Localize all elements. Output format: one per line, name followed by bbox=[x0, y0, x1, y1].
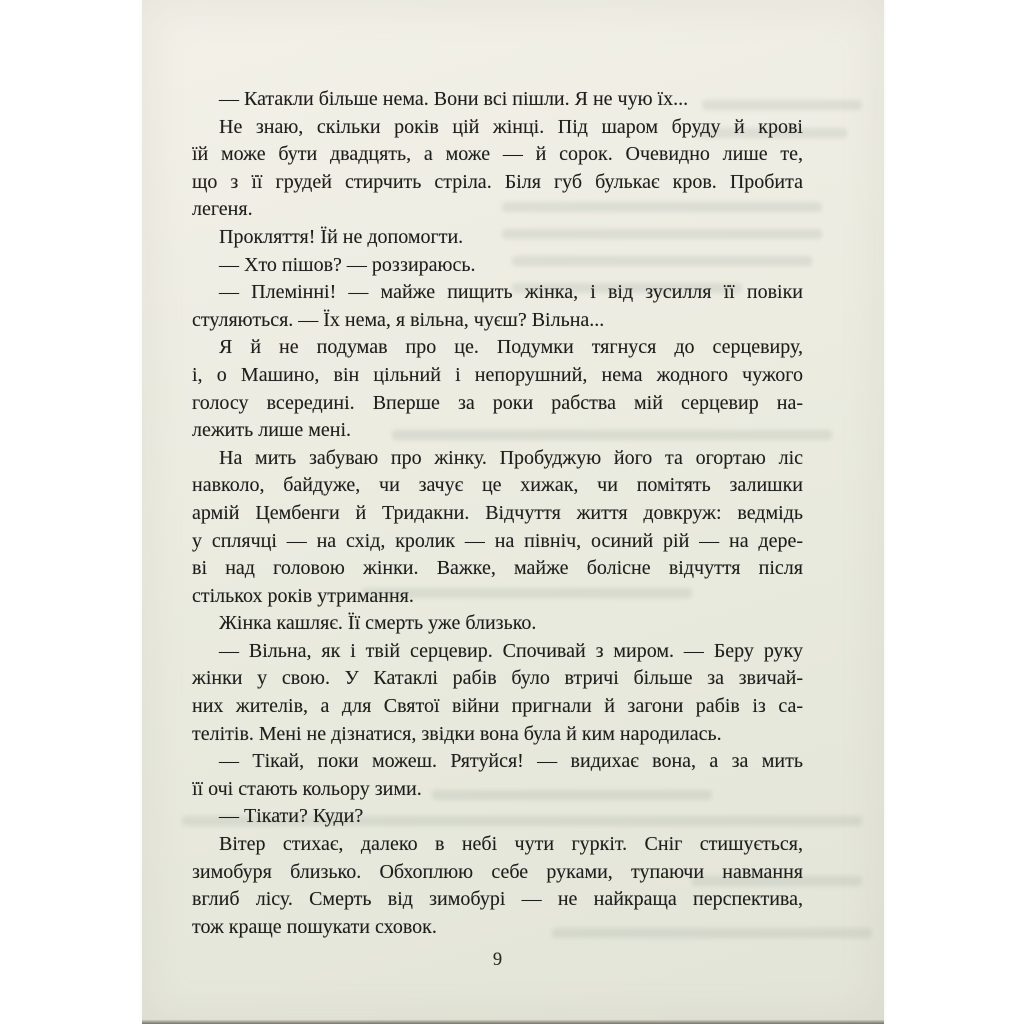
text-line: їй може бути двадцять, а може — й сорок. Очевидно лише те, bbox=[192, 143, 803, 166]
text-line: Не знаю, скільки років цій жінці. Під шаром бруду й крові bbox=[219, 115, 803, 138]
text-line: вглиб лісу. Смерть від зимобурі — не найкраща перспектива, bbox=[192, 888, 803, 911]
text-line: — Катакли більше нема. Вони всі пішли. Я не чую їх... bbox=[219, 88, 689, 110]
text-line: них жителів, а для Святої війни пригнали й загони рабів із са- bbox=[192, 695, 803, 718]
text-line: — Тікати? Куди? bbox=[219, 805, 364, 828]
text-line: ві над головою жінки. Важке, майже болісне відчуття після bbox=[192, 557, 803, 580]
text-line: у сплячці — на схід, кролик — на північ, осиний рій — на дере- bbox=[192, 529, 803, 552]
page-number: 9 bbox=[492, 950, 503, 970]
text-line: — Племінні! — майже пищить жінка, і від зусилля її повіки bbox=[219, 281, 803, 304]
text-line: жінки у свою. У Катаклі рабів було втричі більше за звичай- bbox=[192, 667, 803, 690]
text-line: стількох років утримання. bbox=[192, 584, 414, 607]
text-line: Вітер стихає, далеко в небі чути гуркіт. Сніг стишується, bbox=[219, 833, 803, 856]
page-bottom-edge-shadow bbox=[142, 1020, 884, 1024]
text-line: Я й не подумав про це. Подумки тягнуся до серцевиру, bbox=[219, 336, 803, 359]
text-line: Жінка кашляє. Її смерть уже близько. bbox=[219, 612, 537, 635]
text-line: легеня. bbox=[192, 198, 253, 221]
text-line: — Хто пішов? — роззираюсь. bbox=[219, 253, 476, 276]
text-line: лежить лише мені. bbox=[192, 419, 351, 442]
page-text bbox=[192, 86, 803, 941]
text-line: На мить забуваю про жінку. Пробуджую його та огортаю ліс bbox=[219, 446, 803, 469]
text-line: і, о Машино, він цільний і непорушний, нема жодного чужого bbox=[192, 363, 803, 386]
text-line: зимобуря близько. Обхоплюю себе руками, тупаючи навмання bbox=[192, 860, 803, 883]
text-line: — Тікай, поки можеш. Рятуйся! — видихає вона, а за мить bbox=[219, 750, 803, 773]
text-line: Прокляття! Їй не допомогти. bbox=[219, 225, 464, 248]
text-line: навколо, байдуже, чи зачує це хижак, чи помітять залишки bbox=[192, 474, 803, 497]
text-line: її очі стають кольору зими. bbox=[192, 777, 422, 800]
text-line: — Вільна, як і твій серцевир. Спочивай з миром. — Беру руку bbox=[219, 639, 803, 662]
text-line: стуляються. — Їх нема, я вільна, чуєш? Вільна... bbox=[192, 308, 605, 331]
text-line: що з її грудей стирчить стріла. Біля губ булькає кров. Пробита bbox=[192, 170, 803, 193]
book-page bbox=[142, 0, 884, 1024]
text-line: телітів. Мені не дізнатися, звідки вона була й ким народилась. bbox=[192, 722, 722, 745]
text-line: тож краще пошукати сховок. bbox=[192, 915, 437, 938]
text-line: армій Цембенги й Тридакни. Відчуття життя довкруж: ведмідь bbox=[192, 501, 803, 524]
text-line: голосу всередині. Вперше за роки рабства мій серцевир на- bbox=[192, 391, 803, 414]
